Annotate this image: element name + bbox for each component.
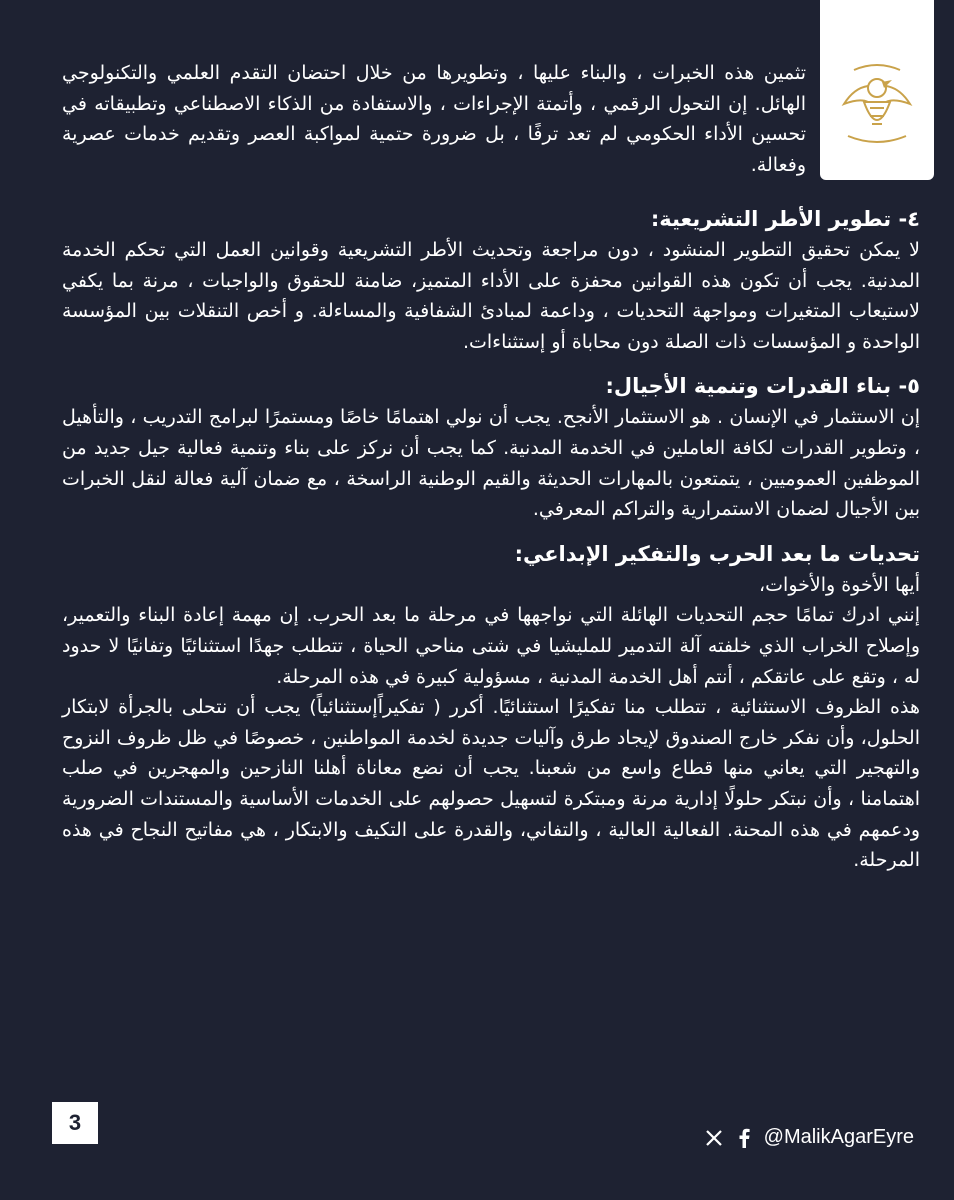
section-6-heading: تحديات ما بعد الحرب والتفكير الإبداعي: — [514, 541, 920, 566]
main-text — [62, 204, 920, 876]
social-handle[interactable]: @MalikAgarEyre — [763, 1126, 914, 1148]
intro-block — [62, 58, 806, 180]
emblem-panel — [820, 0, 934, 180]
facebook-icon[interactable] — [734, 1127, 754, 1149]
section-5-heading: ٥- بناء القدرات وتنمية الأجيال: — [605, 374, 920, 399]
spacer — [62, 357, 920, 371]
section-6-paragraph-2: هذه الظروف الاستثنائية ، تتطلب منا تفكيرًا استثنائيًا. أكرر ( تفكيراًإستثنائياً) يجب أن نتحلى بالجرأة لابتكار الحلول، وأن نفكر خارج الصندوق لإيجاد طرق وآليات جديدة لخدمة المواطنين ، خصوصًا في ظل ظروف النزوح والتهجير التي يعاني منها قطاع واسع من شعبنا. يجب أن نضع معاناة أهلنا النازحين والمهجرين في صلب اهتمامنا ، وأن نبتكر حلولًا إدارية مرنة ومبتكرة لتسهيل حصولهم على الخدمات الأساسية والمستندات الضرورية ودعمهم في هذه المحنة. الفعالية العالية ، والتفاني، والقدرة على التكيف والابتكار ، هي مفاتيح النجاح في هذه المرحلة. — [62, 696, 920, 872]
x-icon[interactable] — [704, 1127, 724, 1149]
page-number: 3 — [52, 1102, 98, 1144]
sudan-emblem-icon — [834, 58, 920, 150]
social-footer[interactable] — [704, 1126, 914, 1149]
section-6-paragraph-1: إنني ادرك تمامًا حجم التحديات الهائلة التي نواجهها في مرحلة ما بعد الحرب. إن مهمة إعادة البناء والتعمير، وإصلاح الخراب الذي خلفته آلة التدمير للمليشيا في شتى مناحي الحياة ، تتطلب جهدًا استثنائيًا وتفانيًا لا حدود له ، وتقع على عاتقكم ، أنتم أهل الخدمة المدنية ، مسؤولية كبيرة في هذه المرحلة. — [62, 604, 920, 688]
section-4-heading: ٤- تطوير الأطر التشريعية: — [650, 207, 920, 231]
section-5-body: إن الاستثمار في الإنسان . هو الاستثمار الأنجح. يجب أن نولي اهتمامًا خاصًا ومستمرًا لبرامج التدريب ، والتأهيل ، وتطوير القدرات لكافة العاملين في الخدمة المدنية. كما يجب أن نركز على بناء وتنمية فعالية جيل جديد من الموظفين العموميين ، يتمتعون بالمهارات الحديثة والقيم الوطنية الراسخة ، مع ضمان آلية فعالة لنقل الخبرات بين الأجيال لضمان الاستمرارية والتراكم المعرفي. — [62, 406, 920, 521]
section-4-body: لا يمكن تحقيق التطوير المنشود ، دون مراجعة وتحديث الأطر التشريعية وقوانين العمل التي تحكم الخدمة المدنية. يجب أن تكون هذه القوانين محفزة على الأداء المتميز، ضامنة للحقوق والواجبات ، مرنة بما يكفي لاستيعاب المتغيرات ومواجهة التحديات ، وداعمة لمبادئ الشفافية والمساءلة. و أخص التنقلات بين المؤسسة الواحدة و المؤسسات ذات الصلة دون محاباة أو إستثناءات. — [62, 239, 920, 353]
salutation: أيها الأخوة والأخوات، — [759, 573, 920, 596]
intro-paragraph: تثمين هذه الخبرات ، والبناء عليها ، وتطويرها من خلال احتضان التقدم العلمي والتكنولوجي الهائل. إن التحول الرقمي ، وأتمتة الإجراءات ، والاستفادة من الذكاء الاصطناعي وتطبيقاته في تحسين الأداء الحكومي لم تعد ترفًا ، بل ضرورة حتمية لمواكبة العصر وتقديم خدمات عصرية وفعالة. — [62, 62, 806, 176]
spacer — [62, 525, 920, 539]
